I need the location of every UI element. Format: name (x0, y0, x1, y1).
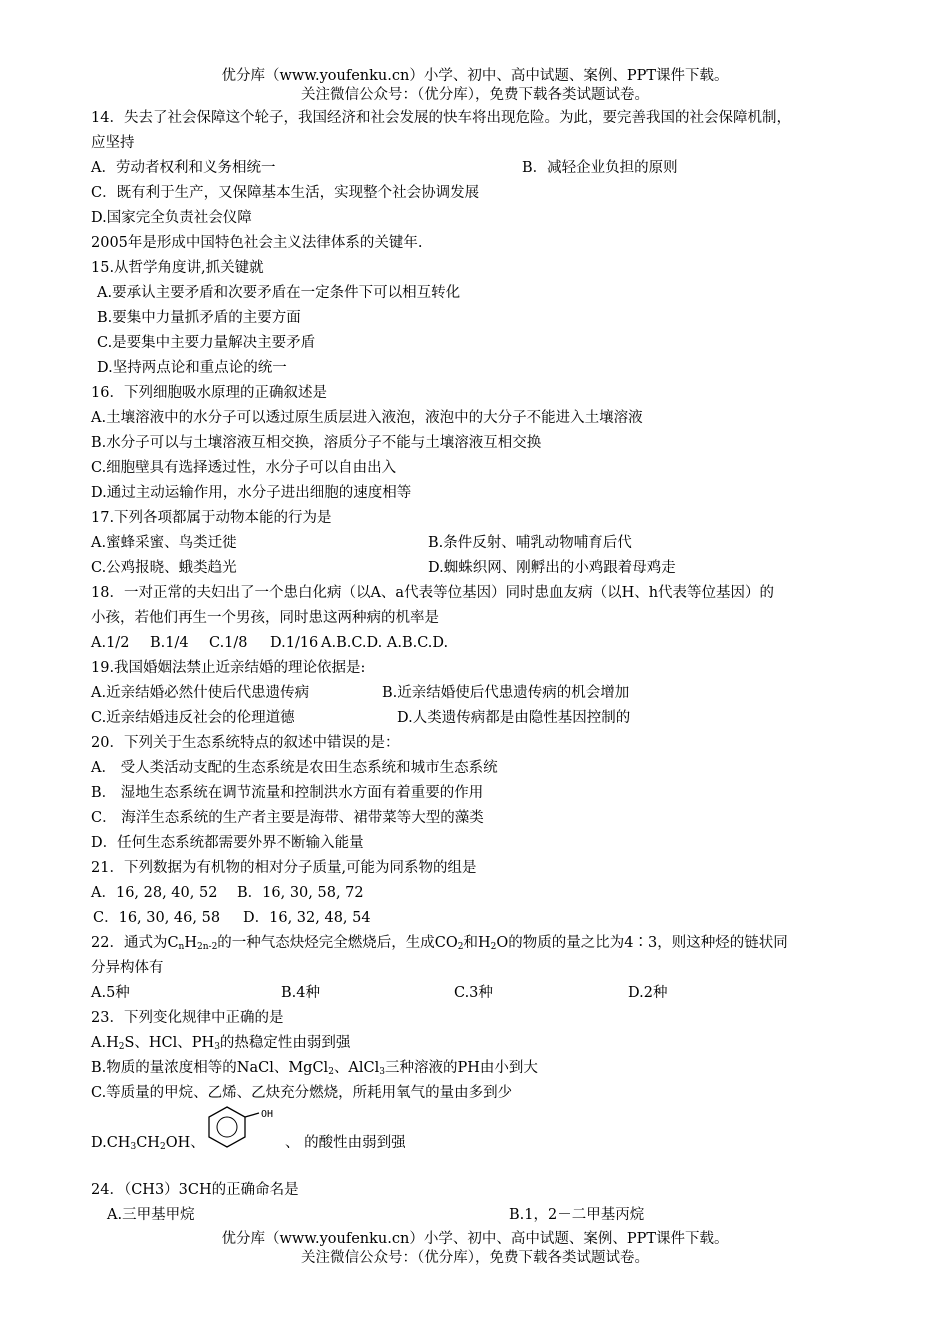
q22-text-4: 和H (463, 935, 491, 951)
q23-b-sub-1: 2 (328, 1067, 334, 1077)
q22-sub-h2o: 2 (490, 942, 497, 952)
q23-d-text-1: D.CH (91, 1135, 131, 1151)
q15-option-d: D.坚持两点论和重点论的统一 (97, 360, 287, 376)
q16-option-d: D.通过主动运输作用，水分子进出细胞的速度相等 (91, 485, 412, 501)
q23-option-d-tail: 、 的酸性由弱到强 (285, 1135, 406, 1151)
oh-bond (245, 1113, 259, 1117)
q17-option-a: A.蜜蜂采蜜、鸟类迁徙 (91, 535, 237, 551)
q23-b-sub-2: 3 (379, 1067, 386, 1077)
q18-stem-line-1: 18．一对正常的夫妇出了一个患白化病（以A、a代表等位基因）同时患血友病（以H、h代表等位基因）的 (91, 585, 775, 601)
q22-text-2: H (184, 935, 197, 951)
q23-option-b (91, 1058, 538, 1078)
q17-option-d: D.蜘蛛织网、刚孵出的小鸡跟着母鸡走 (428, 560, 676, 576)
q22-stem-line-2: 分异构体有 (91, 960, 164, 976)
q23-stem: 23．下列变化规律中正确的是 (91, 1010, 284, 1026)
q17-stem: 17.下列各项都属于动物本能的行为是 (91, 510, 332, 526)
q23-a-sub-1: 2 (118, 1042, 125, 1052)
q24-option-b: B.1，2－二甲基丙烷 (509, 1207, 645, 1223)
q21-option-b: B．16, 30, 58, 72 (237, 885, 364, 901)
q23-d-text-3: OH、 (165, 1135, 205, 1151)
q18-stem-line-2: 小孩，若他们再生一个男孩，同时患这两种病的机率是 (91, 610, 439, 626)
q16-option-b: B.水分子可以与土壤溶液互相交换，溶质分子不能与土壤溶液互相交换 (91, 435, 542, 451)
q14-option-c: C．既有利于生产，又保障基本生活，实现整个社会协调发展 (91, 185, 480, 201)
q23-b-text-2: 、AlCl (333, 1060, 380, 1076)
q23-b-text-3: 三种溶液的PH由小到大 (385, 1060, 538, 1076)
q24-option-a: A.三甲基甲烷 (107, 1207, 195, 1223)
q22-option-c: C.3种 (454, 985, 493, 1001)
q21-option-a: A．16, 28, 40, 52 (91, 885, 218, 901)
q22-text-1: 22．通式为C (91, 935, 179, 951)
q22-sub-2n-2: 2n-2 (197, 942, 218, 952)
q16-option-c: C.细胞壁具有选择透过性，水分子可以自由出入 (91, 460, 397, 476)
q22-text-5: O的物质的量之比为4∶3，则这种烃的链状同 (496, 935, 788, 951)
q20-option-d: D．任何生态系统都需要外界不断输入能量 (91, 835, 364, 851)
q20-option-b: B． 湿地生态系统在调节流量和控制洪水方面有着重要的作用 (91, 785, 484, 801)
q14-option-a: A．劳动者权利和义务相统一 (91, 160, 276, 176)
q21-stem: 21．下列数据为有机物的相对分子质量,可能为同系物的组是 (91, 860, 477, 876)
q18-option-b: B.1/4 (150, 635, 189, 651)
q14-stem-line-2: 应坚持 (91, 135, 135, 151)
q23-b-text-1: B.物质的量浓度相等的NaCl、MgCl (91, 1060, 329, 1076)
q18-trailing-text: A.B.C.D. A.B.C.D. (321, 635, 449, 651)
q23-option-d (91, 1133, 205, 1153)
q22-sub-n: n (178, 942, 185, 952)
benzene-ring-circle (217, 1117, 237, 1137)
q14-option-d: D.国家完全负责社会仪障 (91, 210, 252, 226)
q18-option-a: A.1/2 (91, 635, 130, 651)
q15-option-c: C.是要集中主要力量解决主要矛盾 (97, 335, 316, 351)
q19-option-d: D.人类遗传病都是由隐性基因控制的 (397, 710, 631, 726)
header-line-1: 优分库（www.youfenku.cn）小学、初中、高中试题、案例、PPT课件下载。 (221, 68, 729, 84)
q15-stem: 15.从哲学角度讲,抓关键就 (91, 260, 264, 276)
q20-stem: 20．下列关于生态系统特点的叙述中错误的是： (91, 735, 400, 751)
q17-option-c: C.公鸡报晓、蛾类趋光 (91, 560, 237, 576)
header-line-2: 关注微信公众号：（优分库），免费下载各类试题试卷。 (301, 87, 649, 103)
q22-option-d: D.2种 (628, 985, 668, 1001)
q23-a-sub-2: 3 (214, 1042, 220, 1052)
q19-option-a: A.近亲结婚必然什使后代患遗传病 (91, 685, 310, 701)
q23-option-c: C.等质量的甲烷、乙烯、乙炔充分燃烧，所耗用氧气的量由多到少 (91, 1085, 513, 1101)
q22-stem-line-1 (91, 933, 788, 953)
q16-stem: 16．下列细胞吸水原理的正确叙述是 (91, 385, 327, 401)
q19-stem: 19.我国婚姻法禁止近亲结婚的理论依据是: (91, 660, 366, 676)
q23-option-a (91, 1033, 350, 1053)
q21-option-d: D．16, 32, 48, 54 (243, 910, 371, 926)
q22-option-b: B.4种 (281, 985, 320, 1001)
phenol-structure-diagram (205, 1105, 283, 1149)
q20-option-a: A． 受人类活动支配的生态系统是农田生态系统和城市生态系统 (91, 760, 498, 776)
benzene-ring (209, 1107, 245, 1147)
q19-option-c: C.近亲结婚违反社会的伦理道德 (91, 710, 295, 726)
q15-option-b: B.要集中力量抓矛盾的主要方面 (97, 310, 301, 326)
q22-text-3: 的一种气态炔烃完全燃烧后，生成CO (217, 935, 458, 951)
q15-option-a: A.要承认主要矛盾和次要矛盾在一定条件下可以相互转化 (97, 285, 461, 301)
q23-a-text-3: 的热稳定性由弱到强 (219, 1035, 351, 1051)
q23-a-text-2: S、HCl、PH (124, 1035, 215, 1051)
q20-option-c: C． 海洋生态系统的生产者主要是海带、裙带菜等大型的藻类 (91, 810, 484, 826)
footer-line-1: 优分库（www.youfenku.cn）小学、初中、高中试题、案例、PPT课件下载。 (221, 1231, 729, 1247)
q14-stem-line-1: 14．失去了社会保障这个轮子，我国经济和社会发展的快车将出现危险。为此，要完善我国的社会保障机制， (91, 110, 791, 126)
q22-option-a: A.5种 (91, 985, 130, 1001)
q23-d-sub-1: 3 (130, 1142, 137, 1152)
q16-option-a: A.土壤溶液中的水分子可以透过原生质层进入液泡，液泡中的大分子不能进入土壤溶液 (91, 410, 643, 426)
q23-a-text-1: A.H (91, 1035, 119, 1051)
q23-d-text-2: CH (136, 1135, 160, 1151)
q21-option-c: C．16, 30, 46, 58 (93, 910, 221, 926)
q23-d-sub-2: 2 (159, 1142, 166, 1152)
q24-stem: 24．（CH3）3CH的正确命名是 (91, 1182, 299, 1198)
context-2005: 2005年是形成中国特色社会主义法律体系的关键年. (91, 235, 423, 251)
q17-option-b: B.条件反射、哺乳动物哺育后代 (428, 535, 632, 551)
q19-option-b: B.近亲结婚使后代患遗传病的机会增加 (382, 685, 630, 701)
q22-sub-co2: 2 (457, 942, 464, 952)
q14-option-b: B．减轻企业负担的原则 (522, 160, 678, 176)
q18-option-c: C.1/8 (209, 635, 248, 651)
q18-option-d: D.1/16 (270, 635, 319, 651)
footer-line-2: 关注微信公众号：（优分库），免费下载各类试题试卷。 (301, 1250, 649, 1266)
oh-label: OH (261, 1109, 274, 1120)
